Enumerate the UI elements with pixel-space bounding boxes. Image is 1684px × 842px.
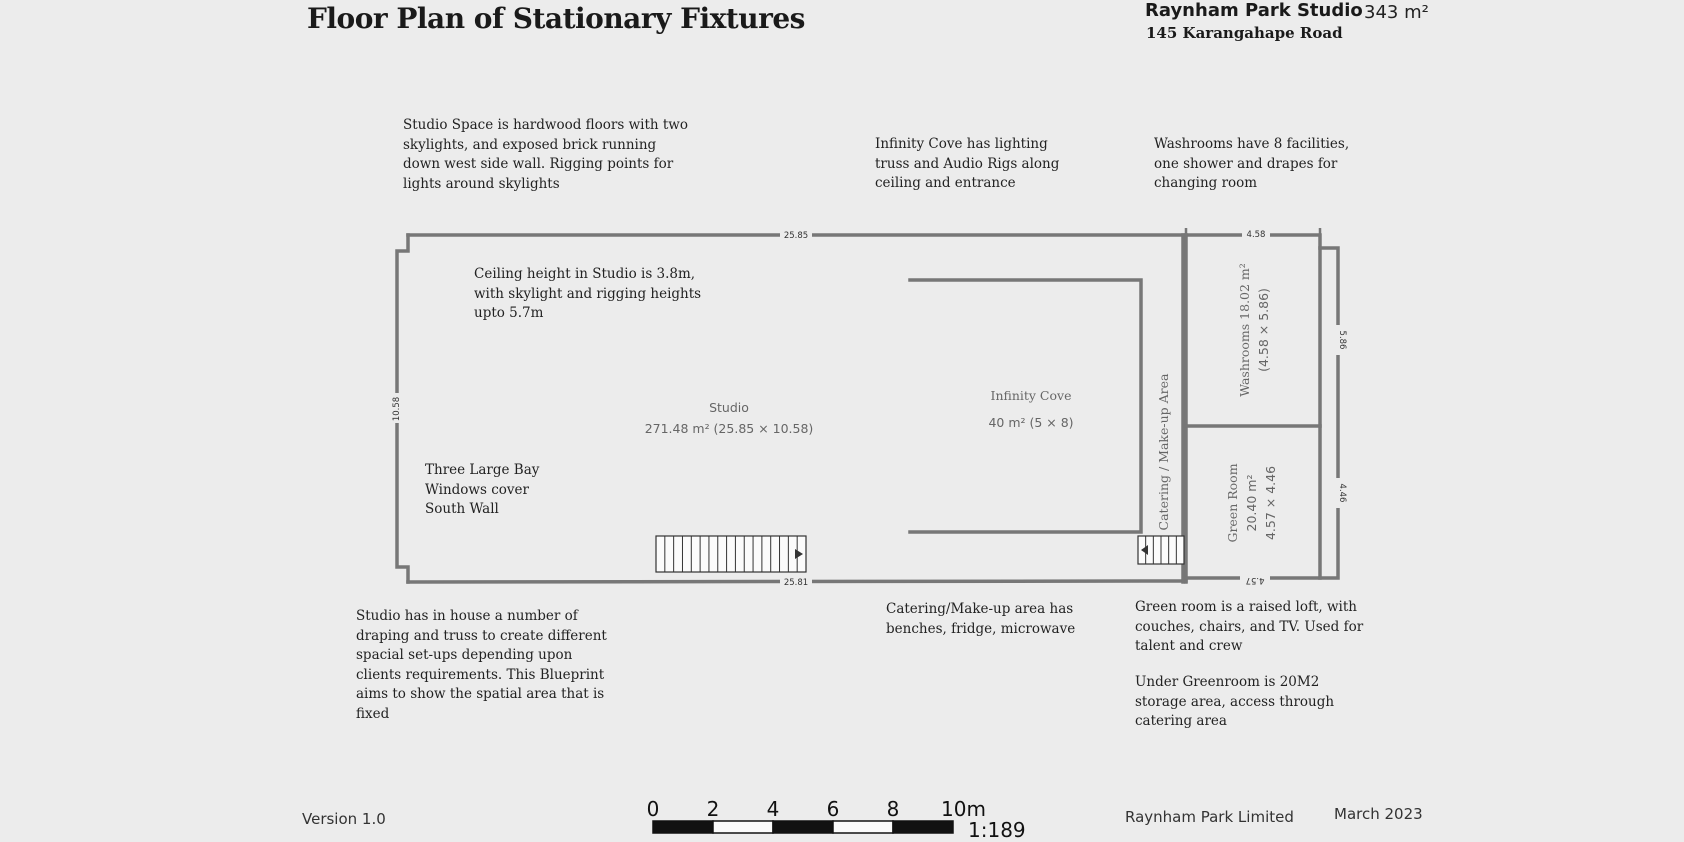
wall-outer-right — [1320, 248, 1338, 578]
note-bay-windows: Three Large Bay Windows cover South Wall — [425, 462, 540, 517]
note-washrooms: Washrooms have 8 facilities, one shower and drapes for changing room — [1154, 136, 1350, 191]
scale-tick-label: 0 — [646, 797, 660, 821]
room-label-studio: Studio — [709, 400, 749, 415]
scale-tick-label: 4 — [766, 797, 780, 821]
footer-date: March 2023 — [1334, 805, 1423, 823]
footer-version: Version 1.0 — [302, 810, 386, 828]
note-infinity-cove: Infinity Cove has lighting truss and Audio Rigs along ceiling and entrance — [875, 136, 1060, 191]
dim-left: 10.58 — [392, 396, 402, 422]
room-dims-washrooms: (4.58 × 5.86) — [1256, 288, 1271, 372]
note-catering: Catering/Make-up area has benches, fridge, microwave — [886, 601, 1076, 637]
note-under-greenroom: Under Greenroom is 20M2 storage area, access through catering area — [1135, 674, 1335, 729]
room-label-green-room: Green Room — [1225, 463, 1240, 543]
note-draping: Studio has in house a number of draping and truss to create different spacial set-ups depending upon clients requirements. This Blueprint aims to show the spatial area that is fixed — [356, 608, 607, 722]
scale-tick-label: 8 — [886, 797, 900, 821]
note-green-room: Green room is a raised loft, with couches, chairs, and TV. Used for talent and crew — [1135, 599, 1364, 654]
total-area: 343 m² — [1364, 2, 1429, 23]
scale-tick-label: 2 — [706, 797, 720, 821]
note-ceiling-height: Ceiling height in Studio is 3.8m, with skylight and rigging heights upto 5.7m — [474, 266, 702, 321]
studio-name: Raynham Park Studio — [1145, 0, 1363, 21]
studio-address: 145 Karangahape Road — [1146, 24, 1343, 42]
room-label-catering: Catering / Make-up Area — [1156, 373, 1171, 531]
dim-top: 25.85 — [783, 231, 809, 241]
dim-green-bottom: 4.57 — [1245, 575, 1265, 585]
dim-right-lower: 4.46 — [1337, 483, 1347, 503]
note-studio-space: Studio Space is hardwood floors with two skylights, and exposed brick running down west side wall. Rigging points for lights around skylights — [403, 117, 688, 192]
room-area-infinity-cove: 40 m² (5 × 8) — [988, 415, 1074, 430]
wall-outer-top — [408, 235, 1186, 582]
page-title: Floor Plan of Stationary Fixtures — [307, 2, 805, 35]
room-area-studio: 271.48 m² (25.85 × 10.58) — [644, 421, 814, 436]
room-dims-green-room: 4.57 × 4.46 — [1263, 465, 1278, 541]
room-label-infinity-cove: Infinity Cove — [990, 388, 1072, 403]
wall-infinity-cove — [910, 280, 1141, 532]
staircase-studio — [656, 536, 806, 572]
scale-tick-label: 10m — [941, 797, 986, 821]
scale-bar — [653, 821, 953, 833]
scale-ratio: 1:189 — [968, 818, 1026, 842]
dim-bottom: 25.81 — [783, 578, 809, 588]
room-label-washrooms: Washrooms 18.02 m² — [1237, 263, 1252, 397]
footer-company: Raynham Park Limited — [1125, 808, 1294, 826]
room-area-green-room: 20.40 m² — [1244, 474, 1259, 532]
dim-washroom-top: 4.58 — [1246, 230, 1266, 240]
scale-tick-label: 6 — [826, 797, 840, 821]
dim-right-upper: 5.86 — [1337, 330, 1347, 350]
